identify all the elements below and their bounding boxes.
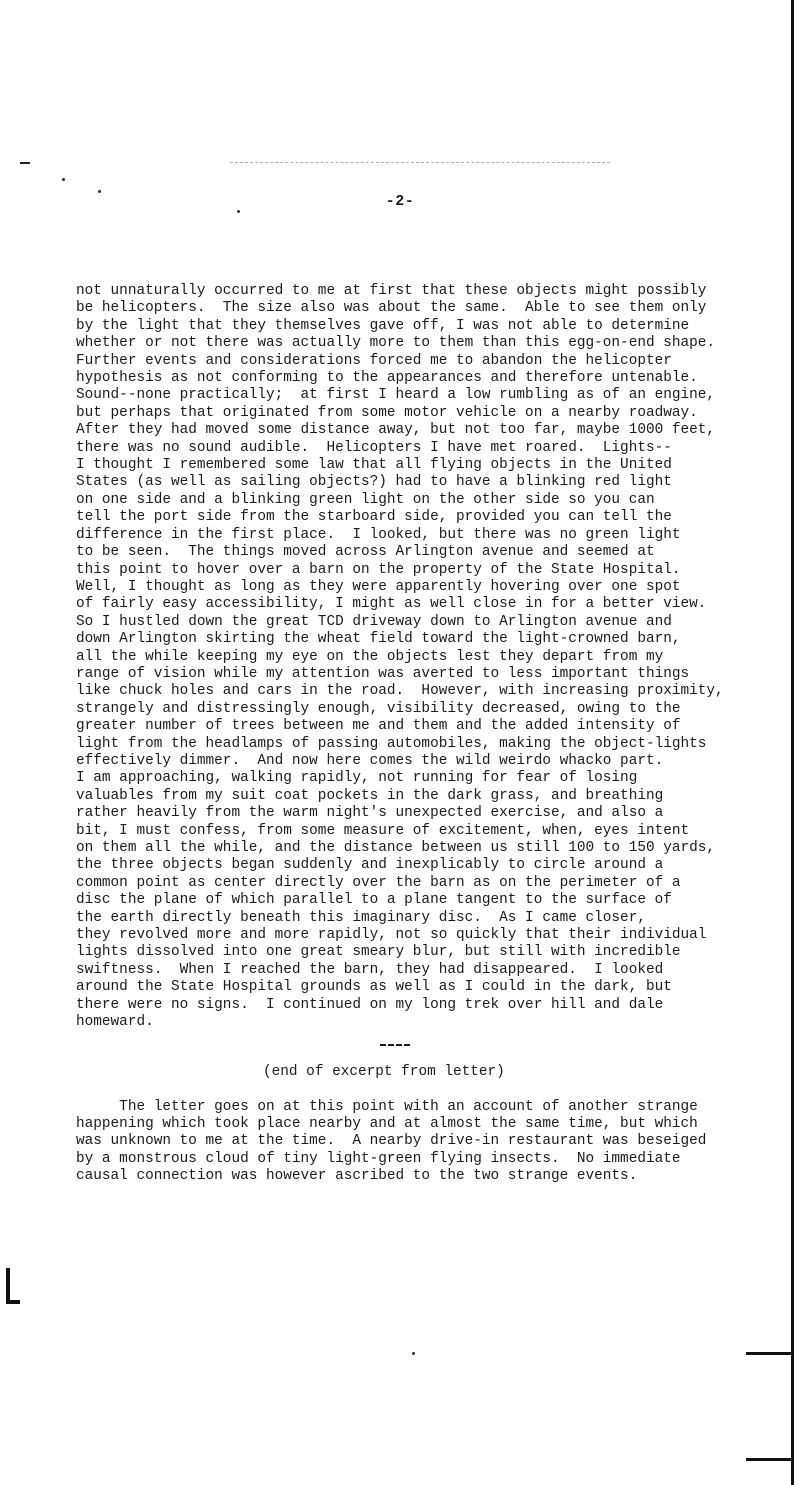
text-line: they revolved more and more rapidly, not so quickly that their individual xyxy=(76,927,707,944)
text-line: this point to hover over a barn on the property of the State Hospital. xyxy=(76,561,681,578)
letter-excerpt xyxy=(76,283,776,1031)
scan-artifact-mark xyxy=(20,162,30,164)
scan-speck xyxy=(62,178,65,181)
text-line: by a monstrous cloud of tiny light-green flying insects. No immediate xyxy=(76,1150,681,1167)
text-line: The letter goes on at this point with an account of another strange xyxy=(76,1099,698,1115)
text-line: After they had moved some distance away, but not too far, maybe 1000 feet, xyxy=(76,422,716,439)
text-line: there was no sound audible. Helicopters I have met roared. Lights-- xyxy=(76,439,672,456)
text-line: common point as center directly over the barn as on the perimeter of a xyxy=(76,874,681,891)
text-line: on one side and a blinking green light on the other side so you can xyxy=(76,491,655,508)
separator-dashes xyxy=(380,1044,410,1048)
text-line: around the State Hospital grounds as well as I could in the dark, but xyxy=(76,979,672,996)
text-line: So I hustled down the great TCD driveway down to Arlington avenue and xyxy=(76,613,672,630)
text-line: the three objects began suddenly and inexplicably to circle around a xyxy=(76,857,664,874)
text-line: rather heavily from the warm night's unexpected exercise, and also a xyxy=(76,805,664,822)
scan-artifact-bar xyxy=(746,1458,794,1461)
text-line: causal connection was however ascribed to the two strange events. xyxy=(76,1167,638,1184)
text-line: but perhaps that originated from some motor vehicle on a nearby roadway. xyxy=(76,404,698,421)
text-line: not unnaturally occurred to me at first that these objects might possibly xyxy=(76,283,707,299)
text-line: be helicopters. The size also was about the same. Able to see them only xyxy=(76,300,707,317)
text-line: down Arlington skirting the wheat field toward the light-crowned barn, xyxy=(76,631,681,648)
scan-artifact-bar xyxy=(6,1268,10,1302)
text-line: light from the headlamps of passing automobiles, making the object-lights xyxy=(76,735,707,752)
text-line: greater number of trees between me and them and the added intensity of xyxy=(76,718,681,735)
text-line: I am approaching, walking rapidly, not running for fear of losing xyxy=(76,770,638,787)
text-line: States (as well as sailing objects?) had to have a blinking red light xyxy=(76,474,672,491)
scan-speck xyxy=(98,190,101,193)
text-line: of fairly easy accessibility, I might as well close in for a better view. xyxy=(76,596,707,613)
text-line: on them all the while, and the distance between us still 100 to 150 yards, xyxy=(76,840,716,856)
text-line: I thought I remembered some law that all flying objects in the United xyxy=(76,457,672,474)
end-of-excerpt-note: (end of excerpt from letter) xyxy=(263,1064,505,1080)
text-line: whether or not there was actually more to them than this egg-on-end shape. xyxy=(76,335,716,352)
scan-speck xyxy=(237,210,240,213)
scan-artifact-line xyxy=(230,162,610,164)
text-line: was unknown to me at the time. A nearby drive-in restaurant was beseiged xyxy=(76,1133,707,1150)
text-line: like chuck holes and cars in the road. However, with increasing proximity, xyxy=(76,683,724,700)
text-line: tell the port side from the starboard side, provided you can tell the xyxy=(76,509,672,526)
text-line: hypothesis as not conforming to the appearances and therefore untenable. xyxy=(76,370,698,387)
text-line: Sound--none practically; at first I heard a low rumbling as of an engine, xyxy=(76,387,716,404)
scan-speck xyxy=(412,1352,415,1355)
scan-edge xyxy=(791,0,794,1485)
text-line: difference in the first place. I looked, but there was no green light xyxy=(76,526,681,543)
text-line: to be seen. The things moved across Arlington avenue and seemed at xyxy=(76,544,655,561)
text-line: Well, I thought as long as they were apparently hovering over one spot xyxy=(76,578,681,595)
text-line: valuables from my suit coat pockets in the dark grass, and breathing xyxy=(76,787,664,804)
text-line: bit, I must confess, from some measure of excitement, when, eyes intent xyxy=(76,822,690,839)
text-line: swiftness. When I reached the barn, they had disappeared. I looked xyxy=(76,961,664,978)
text-line: homeward. xyxy=(76,1014,154,1031)
scan-artifact-bar xyxy=(746,1352,794,1355)
scan-artifact-bar xyxy=(6,1300,20,1304)
text-line: range of vision while my attention was averted to less important things xyxy=(76,665,690,682)
text-line: strangely and distressingly enough, visibility decreased, owing to the xyxy=(76,700,681,717)
text-line: there were no signs. I continued on my long trek over hill and dale xyxy=(76,996,664,1013)
text-line: lights dissolved into one great smeary blur, but still with incredible xyxy=(76,944,681,961)
text-line: effectively dimmer. And now here comes the wild weirdo whacko part. xyxy=(76,752,664,769)
text-line: disc the plane of which parallel to a plane tangent to the surface of xyxy=(76,892,672,909)
text-line: happening which took place nearby and at almost the same time, but which xyxy=(76,1116,698,1133)
closing-paragraph xyxy=(76,1099,776,1185)
text-line: Further events and considerations forced me to abandon the helicopter xyxy=(76,352,672,369)
page-number: -2- xyxy=(385,193,415,210)
text-line: by the light that they themselves gave off, I was not able to determine xyxy=(76,317,690,334)
text-line: the earth directly beneath this imaginary disc. As I came closer, xyxy=(76,909,646,926)
text-line: all the while keeping my eye on the objects lest they depart from my xyxy=(76,648,664,665)
